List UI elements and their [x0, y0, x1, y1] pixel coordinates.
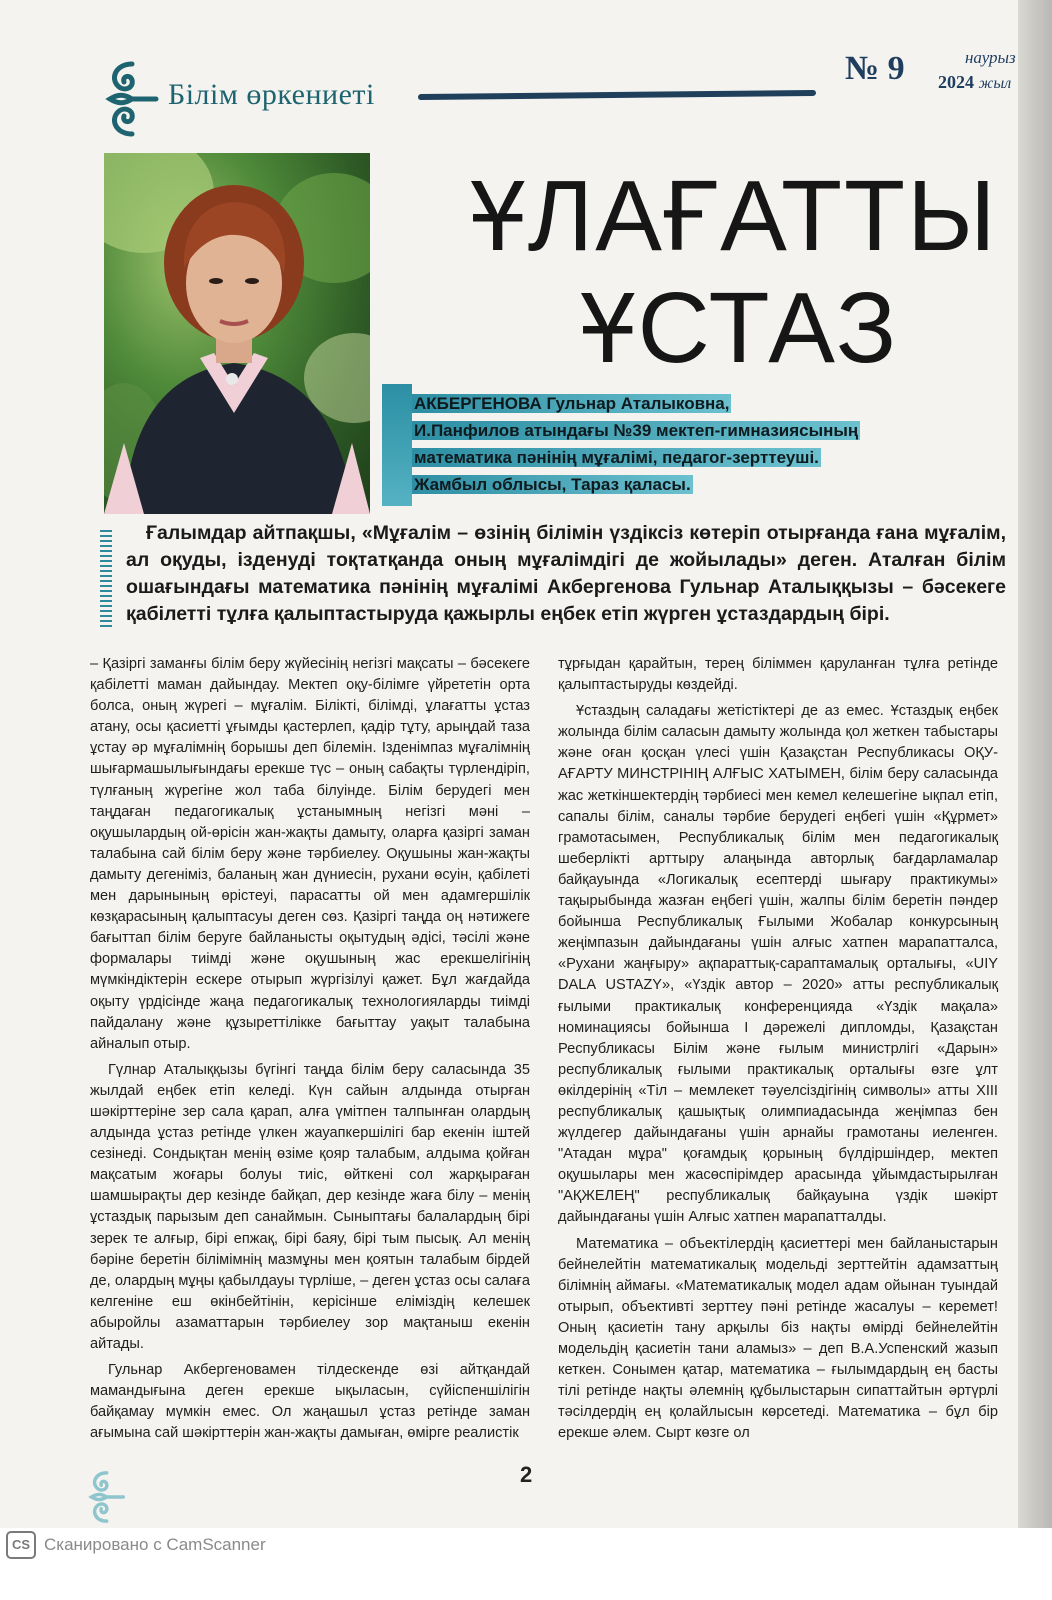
author-details — [412, 390, 942, 498]
issue-year-suffix: жыл — [978, 75, 1012, 92]
article-headline — [470, 160, 998, 384]
author-school-line — [412, 417, 942, 444]
author-accent-band — [382, 384, 412, 506]
issue-year-value: 2024 — [938, 72, 974, 92]
paragraph: – Қазіргі заманғы білім беру жүйесінің негізгі мақсаты – бәсекеге қабілетті маман дайындау. Мектеп оқу-білімге үйрететін орта болса, оның жүрегі – мұғалім. Білікті, білімді, ұлағатты ұстаз атану, осы қасиетті ұғымды қастерлеп, қадір тұту, арыңдай таза ұстау әр мұғалімнің борышы деп білемін. Ізденімпаз мұғалімнің шығармашылығындағы ерекше түс – оның сабақты түрлендіріп, түлғаның жүрегіне жол таба білуінде. Білім берудегі мен таңдаған педагогикалық ұстанымның негізгі мәні – оқушылардың ой-өрісін жан-жақты дамыту, оларға қазіргі заман талабына сай білім беру және тәрбиелеу. Оқушыны жан-жақты дамыту дегеніміз, баланың жан дүниесін, рухани өсуін, қабілеті мен дарынының өрістеуі, парасатты ой мен адамгершілік көзқарасының қалыптасуы деген сөз. Қазіргі таңда оң нәтижеге бағыттап білім беруге байланысты оқытудың әдісі, тәсілі және формалары тиімді және оқушының жас ерекшелігінің мүмкіндіктерін ескере отырып жүргізілуі қажет. Бұл жағдайда оқыту үрдісінде жаңа педагогикалық технологияларды тиімді пайдалану және құзыреттілікке бағыттау уақыт талабына айналып отыр. — [90, 656, 530, 1052]
scanner-watermark-text: Сканировано с CamScanner — [44, 1535, 266, 1554]
camscanner-logo-icon: CS — [6, 1531, 36, 1559]
teacher-portrait — [104, 153, 370, 514]
left-column — [90, 654, 530, 1449]
issue-month: наурыз — [965, 48, 1016, 67]
teacher-photo — [104, 153, 370, 514]
headline-line-1: ҰЛАҒАТТЫ — [470, 160, 998, 272]
page-number: 2 — [520, 1462, 533, 1487]
author-info-box — [382, 384, 934, 506]
paragraph: Ұстаздың саладағы жетістіктері де аз емес. Ұстаздық еңбек жолында білім саласын дамыту жолында қол жеткен табыстары және оған қосқан үлесі үшін Қазақстан Республикасы ОҚУ-АҒАРТУ МИНСТРІНІҢ АЛҒЫС ХАТЫМЕН, білім беру саласында жас жеткіншектердің тәрбиесі мен кемел келешегіне ықпал етіп, сапалы білім, саналы тәрбие берудегі еңбегі үшін «Құрмет» грамотасымен, Республикалық білім мен педагогикалық шеберлікті арттыру алаңында авторлық бағдарламалар байқауында «Логикалық есептерді шығару практикумы» тақырыбында жазған еңбегі үшін, жалпы білім беретін пәндер бойынша Республикалық Ғылыми Жобалар конкурсының жеңімпазын дайындағаны үшін алғыс хатпен марапатталса, «Рухани жаңғыру» ақпараттық-сараптамалық орталығы, «UIY DALA USTAZY», «Үздік автор – 2020» атты республикалық ғылыми практикалық конференцияда «Үздік мақала» номинациясы бойынша I дәрежелі дипломды, Қазақстан Республикасы Білім және ғылым министрлігі «Дарын» республикалық ғылыми практикалық орталығы өзге ұлт өкілдерінің «Тіл – мемлекет тәуелсіздігінің символы» атты XIII республикалық қашықтық олимпиадасында жеңімпаз бен жүлдегер дайындағаны үшін арнайы грамотаны иеленген. "Атадан мұра" қоғамдық қорының бүлдіршіндер, мектеп оқушылары мен жасөспірімдер арасында ұйымдастырылған "АҚЖЕЛЕҢ" республикалық байқауына үздік шәкірт дайындағаны үшін Алғыс хатпен марапатталды. — [558, 703, 998, 1226]
lead-decor-bar — [100, 530, 112, 628]
paragraph: Гүлнар Аталыққызы бүгінгі таңда білім беру саласында 35 жылдай еңбек етіп келеді. Күн сайын алдында отырған шәкірттеріне зер сала қарап, алға үмітпен талпынған олардың алдында ұстаз ретінде үлкен жауапкершілігі бар екенін іштей сезінеді. Сондықтан менің өзіме қояр талабым, алдыма қойған мақсатым жоғары болуы тиіс, өйткені сол жарқыраған шамшырақты дер кезінде байқап, дер кезінде жаға білу – менің ұстаздық парызым деп санаймын. Сыныптағы балалардың бірі зерек те алғыр, бірі епжақ, бірі баяу, бірі тым пысық. Ал менің бәріне беретін білімімнің мазмұны мен қоятын талабым бірдей де, олардың мұңы қабылдауы түрліше, – деген ұстаз осы салаға келгеніне еш өкінбейтінін, керісінше еліміздің келешек абыройлы азаматтарын тәрбиелеу зор мақтаныш екенін айтады. — [90, 1061, 530, 1352]
author-location-line — [412, 471, 942, 498]
paragraph: Гульнар Акбергеновамен тілдескенде өзі айтқандай мамандығына деген ерекше ықыласын, сүйіспеншілігін байқамау мүмкін емес. Ол жаңашыл ұстаз ретінде заман ағымына сай шәкірттерін жан-жақты дамыған, өмірге реалистік — [90, 1362, 530, 1442]
swirl-ornament-icon — [102, 58, 160, 140]
paragraph: Математика – объектілердің қасиеттері мен байланыстарын бейнелейтін математикалық модельді зерттейтін адамзаттың білімнің аймағы. «Математикалық модел адам ойынан туындай отырып, объективті зерттеу пәні ретінде жасалуы – керемет! Оның қасиетін тану арқылы біз нақты өмірді бейнелейтін модельдің қасиетін тани аламыз» – деп В.А.Успенский жазып кеткен. Сонымен қатар, математика – ғылымдардың ең басты тілі ретінде нақты әлемнің құбылыстарын сипаттайтын әртүрлі тәсілдердің ең қолайлысын көрсетеді. Математика – бұл бір ерекше әлем. Сырт көзге ол — [558, 1235, 998, 1442]
swirl-ornament-small-icon — [86, 1468, 126, 1526]
author-name: АКБЕРГЕНОВА Гульнар Аталыковна, — [414, 394, 730, 413]
header-rule — [418, 90, 816, 100]
headline-line-2: ҰСТАЗ — [580, 272, 899, 384]
author-position-line — [412, 444, 942, 471]
issue-year — [938, 72, 1011, 93]
author-position: математика пәнінің мұғалімі, педагог-зерттеуші. — [414, 448, 819, 467]
page-edge — [1018, 0, 1052, 1600]
issue-number: № 9 — [845, 50, 905, 87]
author-location: Жамбыл облысы, Тараз қаласы. — [414, 475, 691, 494]
lead-paragraph: Ғалымдар айтпақшы, «Мұғалім – өзінің білімін үздіксіз көтеріп отырғанда ғана мұғалім, ал оқуды, ізденуді тоқтатқанда оның мұғалімдігі де жойылады» деген. Аталған білім ошағындағы математика пәнінің мұғалімі Акбергенова Гульнар Аталыққызы – бәсекеге қабілетті тұлға қалыптастыруда қажырлы еңбек етіп жүрген ұстаздардың бірі. — [126, 522, 1006, 625]
paragraph: тұрғыдан қарайтын, терең біліммен қаруланған тұлға ретінде қалыптастыруды көздейді. — [558, 656, 998, 694]
right-column — [558, 654, 998, 1449]
publication-title: Білім өркениеті — [168, 78, 375, 111]
author-school: И.Панфилов атындағы №39 мектеп-гимназиясының — [414, 421, 859, 440]
author-name-line — [412, 390, 942, 417]
